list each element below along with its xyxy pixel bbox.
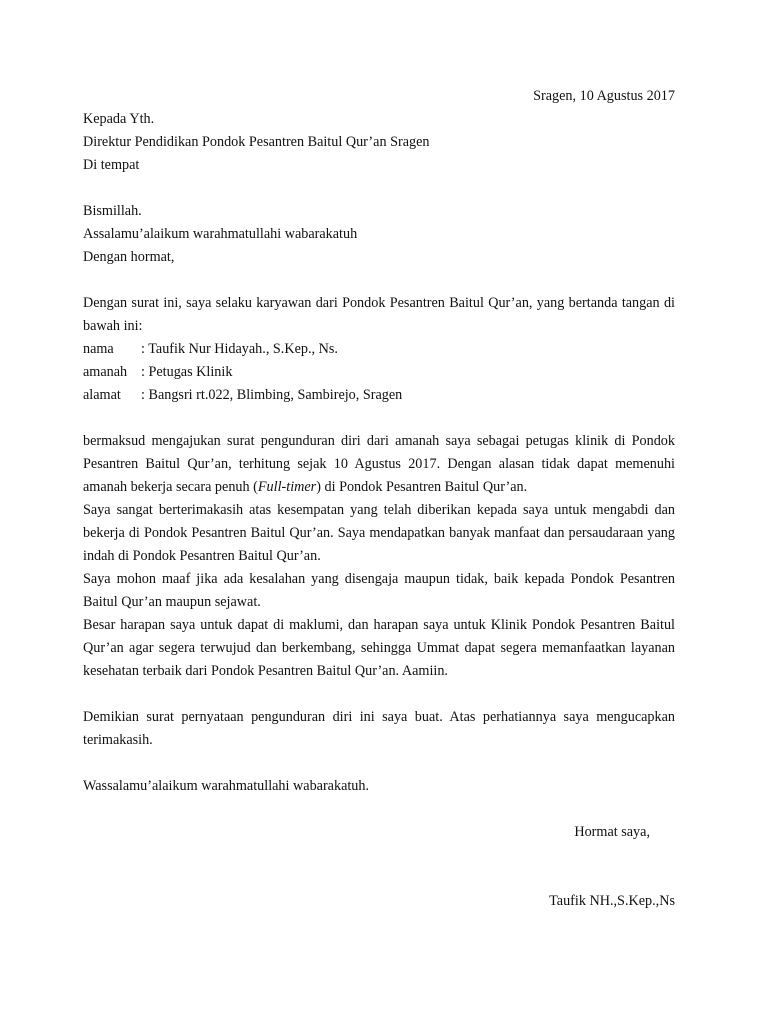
recipient-salutation: Kepada Yth. bbox=[83, 111, 155, 127]
recipient-place: Di tempat bbox=[83, 157, 140, 173]
identity-row-name bbox=[83, 342, 338, 356]
body-p2-line-2: bekerja di Pondok Pesantren Baitul Qur’an. Saya mendapatkan banyak manfaat dan persaudaraan yang bbox=[83, 525, 675, 541]
body-p2-line-3: indah di Pondok Pesantren Baitul Qur’an. bbox=[83, 548, 321, 564]
body-p1-line-3 bbox=[83, 480, 527, 494]
signature-name: Taufik NH.,S.Kep.,Ns bbox=[549, 893, 675, 909]
body-p1-line-3-post: ) di Pondok Pesantren Baitul Qur’an. bbox=[316, 479, 528, 495]
identity-value: : Bangsri rt.022, Blimbing, Sambirejo, Sragen bbox=[141, 387, 403, 403]
body-p4-line-1: Besar harapan saya untuk dapat di maklumi, dan harapan saya untuk Klinik Pondok Pesantren Baitul bbox=[83, 617, 675, 633]
body-p3-line-1: Saya mohon maaf jika ada kesalahan yang disengaja maupun tidak, baik kepada Pondok Pesantren bbox=[83, 571, 675, 587]
body-p3-line-2: Baitul Qur’an maupun sejawat. bbox=[83, 594, 261, 610]
signature-regards: Hormat saya, bbox=[574, 824, 650, 840]
closing-line-2: terimakasih. bbox=[83, 732, 153, 748]
identity-row-role bbox=[83, 365, 232, 379]
recipient-name: Direktur Pendidikan Pondok Pesantren Baitul Qur’an Sragen bbox=[83, 134, 430, 150]
body-p1-line-2: Pesantren Baitul Qur’an, terhitung sejak 10 Agustus 2017. Dengan alasan tidak dapat memenuhi bbox=[83, 456, 675, 472]
identity-label: nama bbox=[83, 341, 114, 357]
intro-line-2: bawah ini: bbox=[83, 318, 143, 334]
opening-salam: Assalamu’alaikum warahmatullahi wabarakatuh bbox=[83, 226, 358, 242]
bismillah-line: Bismillah. bbox=[83, 203, 142, 219]
body-p2-line-1: Saya sangat berterimakasih atas kesempatan yang telah diberikan kepada saya untuk mengabdi dan bbox=[83, 502, 675, 518]
date-line: Sragen, 10 Agustus 2017 bbox=[533, 88, 675, 104]
greeting-line: Dengan hormat, bbox=[83, 249, 175, 265]
identity-row-address bbox=[83, 388, 402, 402]
identity-label: amanah bbox=[83, 364, 128, 380]
body-p1-line-1: bermaksud mengajukan surat pengunduran diri dari amanah saya sebagai petugas klinik di Pondok bbox=[83, 433, 675, 449]
identity-value: : Petugas Klinik bbox=[141, 364, 233, 380]
closing-salam: Wassalamu’alaikum warahmatullahi wabarakatuh. bbox=[83, 778, 370, 794]
body-p4-line-2: Qur’an agar segera terwujud dan berkembang, sehingga Ummat dapat segera memanfaatkan layanan bbox=[83, 640, 675, 656]
full-timer-term: Full-timer bbox=[257, 479, 317, 495]
body-p1-line-3-pre: amanah bekerja secara penuh ( bbox=[83, 479, 258, 495]
identity-label: alamat bbox=[83, 387, 121, 403]
intro-line-1: Dengan surat ini, saya selaku karyawan dari Pondok Pesantren Baitul Qur’an, yang bertanda tangan di bbox=[83, 295, 675, 311]
closing-line-1: Demikian surat pernyataan pengunduran diri ini saya buat. Atas perhatiannya saya mengucapkan bbox=[83, 709, 675, 725]
body-p4-line-3: kesehatan terbaik dari Pondok Pesantren Baitul Qur’an. Aamiin. bbox=[83, 663, 448, 679]
identity-value: : Taufik Nur Hidayah., S.Kep., Ns. bbox=[141, 341, 338, 357]
